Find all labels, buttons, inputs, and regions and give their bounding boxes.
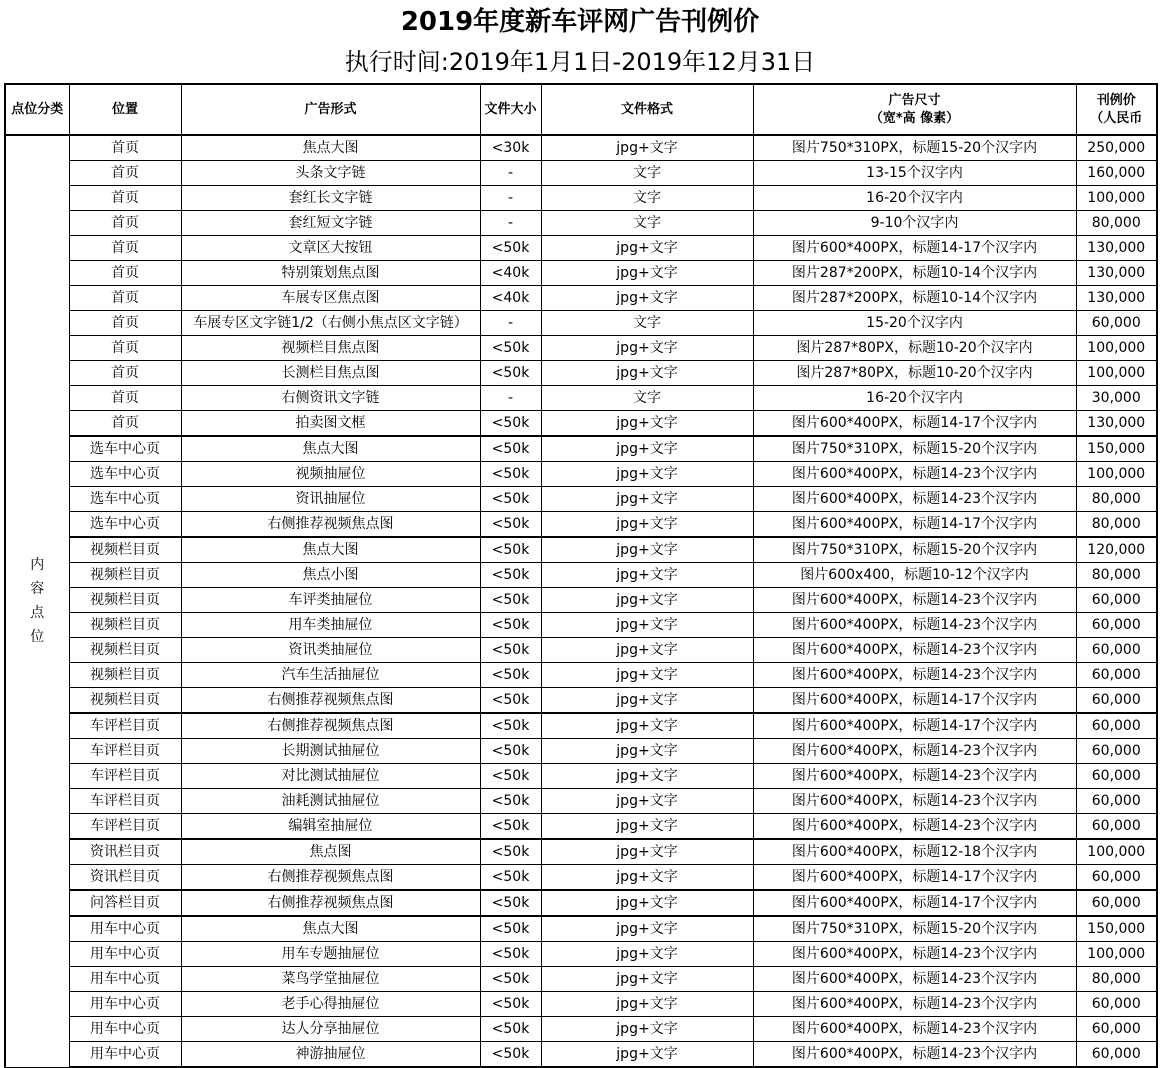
table-row [5, 361, 1157, 386]
cell-file-format: jpg+文字 [541, 890, 753, 916]
cell-ad-form: 右侧推荐视频焦点图 [181, 713, 480, 739]
cell-price: 130,000 [1076, 236, 1157, 261]
cell-price: 150,000 [1076, 436, 1157, 462]
cell-ad-form: 头条文字链 [181, 161, 480, 186]
cell-ad-size: 图片750*310PX，标题15-20个汉字内 [753, 135, 1076, 161]
table-row [5, 537, 1157, 563]
cell-file-format: jpg+文字 [541, 563, 753, 588]
table-row [5, 865, 1157, 891]
cell-file-format: jpg+文字 [541, 613, 753, 638]
cell-price: 60,000 [1076, 814, 1157, 840]
cell-price: 100,000 [1076, 361, 1157, 386]
cell-price: 80,000 [1076, 211, 1157, 236]
cell-position: 问答栏目页 [69, 890, 181, 916]
cell-ad-form: 右侧推荐视频焦点图 [181, 512, 480, 538]
table-row [5, 916, 1157, 942]
table-row [5, 161, 1157, 186]
header-ad-size [753, 84, 1076, 135]
cell-file-format: jpg+文字 [541, 638, 753, 663]
cell-price: 60,000 [1076, 613, 1157, 638]
header-category: 点位分类 [5, 84, 69, 135]
cell-ad-size: 图片600*400PX，标题14-23个汉字内 [753, 588, 1076, 613]
cell-file-size: - [480, 161, 541, 186]
cell-ad-form: 汽车生活抽屉位 [181, 663, 480, 688]
table-row [5, 1042, 1157, 1068]
cell-ad-size: 图片600*400PX，标题14-17个汉字内 [753, 411, 1076, 437]
cell-ad-form: 油耗测试抽屉位 [181, 789, 480, 814]
cell-position: 首页 [69, 186, 181, 211]
cell-position: 资讯栏目页 [69, 839, 181, 865]
cell-position: 首页 [69, 261, 181, 286]
cell-position: 视频栏目页 [69, 588, 181, 613]
cell-ad-form: 套红短文字链 [181, 211, 480, 236]
cell-file-size: <50k [480, 236, 541, 261]
cell-file-size: <50k [480, 336, 541, 361]
cell-position: 用车中心页 [69, 916, 181, 942]
cell-ad-size: 图片600*400PX，标题14-23个汉字内 [753, 613, 1076, 638]
cell-position: 首页 [69, 211, 181, 236]
cell-ad-form: 视频抽屉位 [181, 462, 480, 487]
cell-file-format: 文字 [541, 186, 753, 211]
cell-ad-form: 菜鸟学堂抽屉位 [181, 967, 480, 992]
cell-price: 60,000 [1076, 992, 1157, 1017]
cell-ad-size: 图片287*200PX，标题10-14个汉字内 [753, 286, 1076, 311]
cell-file-format: jpg+文字 [541, 789, 753, 814]
cell-file-format: jpg+文字 [541, 992, 753, 1017]
cell-ad-form: 用车专题抽屉位 [181, 942, 480, 967]
page-title: 2019年度新车评网广告刊例价 [400, 7, 760, 37]
cell-ad-size: 图片600*400PX，标题14-23个汉字内 [753, 1017, 1076, 1042]
cell-file-size: <50k [480, 411, 541, 437]
cell-ad-size: 16-20个汉字内 [753, 386, 1076, 411]
table-row [5, 411, 1157, 437]
header-price-line2: （人民币 [1090, 110, 1143, 126]
cell-file-format: jpg+文字 [541, 814, 753, 840]
cell-file-format: jpg+文字 [541, 411, 753, 437]
table-row [5, 588, 1157, 613]
cell-position: 首页 [69, 236, 181, 261]
cell-file-size: - [480, 386, 541, 411]
cell-file-size: <50k [480, 1042, 541, 1068]
cell-position: 选车中心页 [69, 436, 181, 462]
table-row [5, 890, 1157, 916]
rate-card-table [4, 83, 1158, 1068]
cell-ad-size: 图片287*80PX，标题10-20个汉字内 [753, 336, 1076, 361]
cell-ad-form: 视频栏目焦点图 [181, 336, 480, 361]
cell-file-size: - [480, 186, 541, 211]
cell-file-size: <50k [480, 967, 541, 992]
cell-position: 首页 [69, 161, 181, 186]
cell-position: 车评栏目页 [69, 814, 181, 840]
cell-price: 60,000 [1076, 764, 1157, 789]
cell-ad-size: 图片600*400PX，标题14-23个汉字内 [753, 487, 1076, 512]
cell-position: 视频栏目页 [69, 688, 181, 714]
cell-file-format: jpg+文字 [541, 512, 753, 538]
cell-ad-form: 资讯抽屉位 [181, 487, 480, 512]
cell-file-format: 文字 [541, 161, 753, 186]
cell-ad-size: 图片600*400PX，标题14-23个汉字内 [753, 663, 1076, 688]
cell-file-size: <40k [480, 261, 541, 286]
cell-file-format: jpg+文字 [541, 916, 753, 942]
cell-price: 30,000 [1076, 386, 1157, 411]
table-row [5, 336, 1157, 361]
cell-file-size: <50k [480, 688, 541, 714]
cell-ad-form: 老手心得抽屉位 [181, 992, 480, 1017]
cell-file-size: <50k [480, 638, 541, 663]
table-row [5, 135, 1157, 161]
header-price [1076, 84, 1157, 135]
cell-ad-size: 图片750*310PX，标题15-20个汉字内 [753, 537, 1076, 563]
cell-position: 用车中心页 [69, 967, 181, 992]
table-row [5, 487, 1157, 512]
cell-file-size: <50k [480, 916, 541, 942]
cell-file-format: jpg+文字 [541, 713, 753, 739]
cell-file-format: jpg+文字 [541, 1017, 753, 1042]
cell-price: 60,000 [1076, 311, 1157, 336]
cell-file-size: <50k [480, 789, 541, 814]
cell-file-format: jpg+文字 [541, 487, 753, 512]
cell-position: 用车中心页 [69, 992, 181, 1017]
cell-file-size: <50k [480, 462, 541, 487]
cell-ad-form: 右侧推荐视频焦点图 [181, 890, 480, 916]
cell-ad-size: 图片600*400PX，标题14-17个汉字内 [753, 865, 1076, 891]
cell-file-size: <50k [480, 512, 541, 538]
cell-ad-size: 图片600x400，标题10-12个汉字内 [753, 563, 1076, 588]
cell-ad-size: 图片750*310PX，标题15-20个汉字内 [753, 916, 1076, 942]
cell-position: 车评栏目页 [69, 713, 181, 739]
cell-ad-form: 用车类抽屉位 [181, 613, 480, 638]
cell-ad-size: 13-15个汉字内 [753, 161, 1076, 186]
category-char: 点 [30, 605, 45, 622]
header-ad-form: 广告形式 [181, 84, 480, 135]
cell-file-size: <50k [480, 713, 541, 739]
cell-ad-form: 右侧推荐视频焦点图 [181, 688, 480, 714]
header-price-line1: 刊例价 [1096, 92, 1136, 108]
header-file-format: 文件格式 [541, 84, 753, 135]
cell-ad-size: 图片600*400PX，标题14-23个汉字内 [753, 1042, 1076, 1068]
cell-ad-size: 图片600*400PX，标题12-18个汉字内 [753, 839, 1076, 865]
cell-price: 60,000 [1076, 663, 1157, 688]
cell-ad-form: 达人分享抽屉位 [181, 1017, 480, 1042]
cell-ad-form: 资讯类抽屉位 [181, 638, 480, 663]
cell-price: 60,000 [1076, 865, 1157, 891]
table-row [5, 261, 1157, 286]
cell-file-size: <50k [480, 663, 541, 688]
cell-position: 首页 [69, 361, 181, 386]
cell-file-size: <50k [480, 613, 541, 638]
cell-price: 100,000 [1076, 839, 1157, 865]
cell-ad-form: 编辑室抽屉位 [181, 814, 480, 840]
cell-ad-form: 对比测试抽屉位 [181, 764, 480, 789]
cell-file-size: <50k [480, 739, 541, 764]
cell-position: 首页 [69, 386, 181, 411]
cell-price: 60,000 [1076, 739, 1157, 764]
cell-price: 60,000 [1076, 1017, 1157, 1042]
cell-file-format: jpg+文字 [541, 286, 753, 311]
table-row [5, 286, 1157, 311]
table-row [5, 967, 1157, 992]
cell-file-format: jpg+文字 [541, 462, 753, 487]
cell-ad-size: 图片600*400PX，标题14-17个汉字内 [753, 890, 1076, 916]
cell-ad-size: 图片600*400PX，标题14-23个汉字内 [753, 789, 1076, 814]
cell-ad-size: 9-10个汉字内 [753, 211, 1076, 236]
cell-file-format: jpg+文字 [541, 764, 753, 789]
cell-ad-size: 图片600*400PX，标题14-23个汉字内 [753, 942, 1076, 967]
table-row [5, 739, 1157, 764]
cell-file-size: <50k [480, 992, 541, 1017]
cell-position: 首页 [69, 286, 181, 311]
table-row [5, 789, 1157, 814]
cell-file-size: <50k [480, 361, 541, 386]
cell-file-format: jpg+文字 [541, 336, 753, 361]
cell-price: 60,000 [1076, 588, 1157, 613]
cell-ad-size: 图片600*400PX，标题14-23个汉字内 [753, 814, 1076, 840]
cell-file-format: jpg+文字 [541, 739, 753, 764]
header-ad-size-line2: （宽*高 像素） [869, 110, 960, 126]
cell-ad-size: 图片600*400PX，标题14-17个汉字内 [753, 688, 1076, 714]
cell-ad-form: 焦点图 [181, 839, 480, 865]
cell-file-format: jpg+文字 [541, 942, 753, 967]
cell-ad-form: 右侧推荐视频焦点图 [181, 865, 480, 891]
cell-price: 80,000 [1076, 563, 1157, 588]
cell-ad-form: 车展专区文字链1/2（右侧小焦点区文字链） [181, 311, 480, 336]
category-cell [5, 135, 69, 1067]
cell-price: 60,000 [1076, 638, 1157, 663]
cell-ad-form: 文章区大按钮 [181, 236, 480, 261]
cell-ad-size: 图片600*400PX，标题14-23个汉字内 [753, 638, 1076, 663]
cell-file-format: jpg+文字 [541, 967, 753, 992]
table-body [5, 135, 1157, 1067]
cell-price: 150,000 [1076, 916, 1157, 942]
cell-price: 130,000 [1076, 411, 1157, 437]
cell-file-size: - [480, 211, 541, 236]
cell-file-format: jpg+文字 [541, 588, 753, 613]
cell-price: 130,000 [1076, 261, 1157, 286]
cell-price: 160,000 [1076, 161, 1157, 186]
cell-file-size: <50k [480, 436, 541, 462]
cell-price: 130,000 [1076, 286, 1157, 311]
cell-ad-form: 焦点大图 [181, 135, 480, 161]
cell-position: 用车中心页 [69, 1042, 181, 1068]
cell-ad-form: 焦点大图 [181, 537, 480, 563]
table-row [5, 1017, 1157, 1042]
cell-price: 80,000 [1076, 512, 1157, 538]
table-row [5, 211, 1157, 236]
cell-position: 选车中心页 [69, 512, 181, 538]
cell-file-format: jpg+文字 [541, 865, 753, 891]
cell-file-size: <30k [480, 135, 541, 161]
cell-price: 60,000 [1076, 890, 1157, 916]
cell-file-size: <40k [480, 286, 541, 311]
cell-price: 60,000 [1076, 1042, 1157, 1068]
cell-file-format: jpg+文字 [541, 663, 753, 688]
page-subtitle: 执行时间:2019年1月1日-2019年12月31日 [344, 48, 816, 76]
cell-file-format: jpg+文字 [541, 361, 753, 386]
cell-ad-form: 特别策划焦点图 [181, 261, 480, 286]
table-row [5, 563, 1157, 588]
cell-ad-size: 16-20个汉字内 [753, 186, 1076, 211]
cell-file-size: <50k [480, 865, 541, 891]
cell-position: 选车中心页 [69, 487, 181, 512]
cell-price: 60,000 [1076, 688, 1157, 714]
cell-ad-form: 焦点大图 [181, 916, 480, 942]
table-row [5, 992, 1157, 1017]
header-ad-size-line1: 广告尺寸 [888, 92, 941, 108]
table-row [5, 613, 1157, 638]
cell-ad-form: 车评类抽屉位 [181, 588, 480, 613]
cell-file-size: <50k [480, 563, 541, 588]
cell-ad-form: 长期测试抽屉位 [181, 739, 480, 764]
cell-ad-form: 套红长文字链 [181, 186, 480, 211]
cell-ad-size: 图片287*80PX，标题10-20个汉字内 [753, 361, 1076, 386]
cell-ad-size: 图片600*400PX，标题14-23个汉字内 [753, 764, 1076, 789]
cell-price: 250,000 [1076, 135, 1157, 161]
cell-file-size: <50k [480, 1017, 541, 1042]
cell-file-size: <50k [480, 588, 541, 613]
cell-price: 80,000 [1076, 487, 1157, 512]
cell-file-format: 文字 [541, 311, 753, 336]
cell-price: 100,000 [1076, 462, 1157, 487]
table-row [5, 186, 1157, 211]
cell-file-format: jpg+文字 [541, 839, 753, 865]
table-row [5, 764, 1157, 789]
cell-price: 100,000 [1076, 336, 1157, 361]
cell-file-format: jpg+文字 [541, 688, 753, 714]
cell-file-size: <50k [480, 764, 541, 789]
cell-file-format: jpg+文字 [541, 436, 753, 462]
cell-position: 视频栏目页 [69, 663, 181, 688]
cell-position: 资讯栏目页 [69, 865, 181, 891]
cell-file-size: <50k [480, 487, 541, 512]
header-position: 位置 [69, 84, 181, 135]
cell-file-size: <50k [480, 839, 541, 865]
category-char: 内 [30, 557, 45, 574]
cell-position: 首页 [69, 311, 181, 336]
cell-price: 120,000 [1076, 537, 1157, 563]
cell-position: 视频栏目页 [69, 613, 181, 638]
table-row [5, 386, 1157, 411]
cell-file-format: jpg+文字 [541, 537, 753, 563]
cell-price: 100,000 [1076, 186, 1157, 211]
cell-position: 首页 [69, 336, 181, 361]
cell-file-size: <50k [480, 814, 541, 840]
cell-ad-form: 长测栏目焦点图 [181, 361, 480, 386]
cell-ad-form: 焦点大图 [181, 436, 480, 462]
cell-ad-form: 拍卖图文框 [181, 411, 480, 437]
cell-position: 车评栏目页 [69, 764, 181, 789]
cell-price: 60,000 [1076, 713, 1157, 739]
cell-position: 视频栏目页 [69, 638, 181, 663]
cell-file-format: 文字 [541, 386, 753, 411]
cell-file-format: jpg+文字 [541, 135, 753, 161]
cell-price: 100,000 [1076, 942, 1157, 967]
cell-ad-size: 图片600*400PX，标题14-17个汉字内 [753, 512, 1076, 538]
table-row [5, 638, 1157, 663]
cell-file-format: jpg+文字 [541, 236, 753, 261]
cell-position: 首页 [69, 135, 181, 161]
table-row [5, 236, 1157, 261]
cell-ad-form: 焦点小图 [181, 563, 480, 588]
cell-file-format: jpg+文字 [541, 261, 753, 286]
cell-ad-size: 图片600*400PX，标题14-23个汉字内 [753, 739, 1076, 764]
cell-position: 视频栏目页 [69, 537, 181, 563]
cell-ad-form: 右侧资讯文字链 [181, 386, 480, 411]
table-row [5, 436, 1157, 462]
table-row [5, 942, 1157, 967]
table-row [5, 688, 1157, 714]
cell-position: 用车中心页 [69, 942, 181, 967]
table-row [5, 713, 1157, 739]
cell-position: 车评栏目页 [69, 739, 181, 764]
table-row [5, 814, 1157, 840]
category-char: 位 [30, 629, 45, 646]
cell-ad-size: 图片287*200PX，标题10-14个汉字内 [753, 261, 1076, 286]
table-row [5, 663, 1157, 688]
cell-ad-size: 图片600*400PX，标题14-17个汉字内 [753, 236, 1076, 261]
header-file-size: 文件大小 [480, 84, 541, 135]
cell-ad-form: 神游抽屉位 [181, 1042, 480, 1068]
cell-file-size: - [480, 311, 541, 336]
cell-file-format: jpg+文字 [541, 1042, 753, 1068]
cell-ad-size: 图片600*400PX，标题14-23个汉字内 [753, 462, 1076, 487]
table-header-row [5, 84, 1157, 135]
cell-position: 选车中心页 [69, 462, 181, 487]
cell-position: 用车中心页 [69, 1017, 181, 1042]
cell-ad-size: 图片600*400PX，标题14-23个汉字内 [753, 992, 1076, 1017]
cell-ad-size: 15-20个汉字内 [753, 311, 1076, 336]
cell-position: 车评栏目页 [69, 789, 181, 814]
cell-position: 视频栏目页 [69, 563, 181, 588]
category-char: 容 [30, 581, 45, 598]
cell-file-format: 文字 [541, 211, 753, 236]
table-row [5, 462, 1157, 487]
cell-file-size: <50k [480, 942, 541, 967]
table-row [5, 512, 1157, 538]
cell-price: 60,000 [1076, 789, 1157, 814]
cell-file-size: <50k [480, 890, 541, 916]
cell-position: 首页 [69, 411, 181, 437]
table-row [5, 311, 1157, 336]
cell-ad-size: 图片600*400PX，标题14-23个汉字内 [753, 967, 1076, 992]
cell-price: 80,000 [1076, 967, 1157, 992]
cell-ad-size: 图片750*310PX，标题15-20个汉字内 [753, 436, 1076, 462]
cell-file-size: <50k [480, 537, 541, 563]
table-row [5, 839, 1157, 865]
cell-ad-size: 图片600*400PX，标题14-17个汉字内 [753, 713, 1076, 739]
cell-ad-form: 车展专区焦点图 [181, 286, 480, 311]
